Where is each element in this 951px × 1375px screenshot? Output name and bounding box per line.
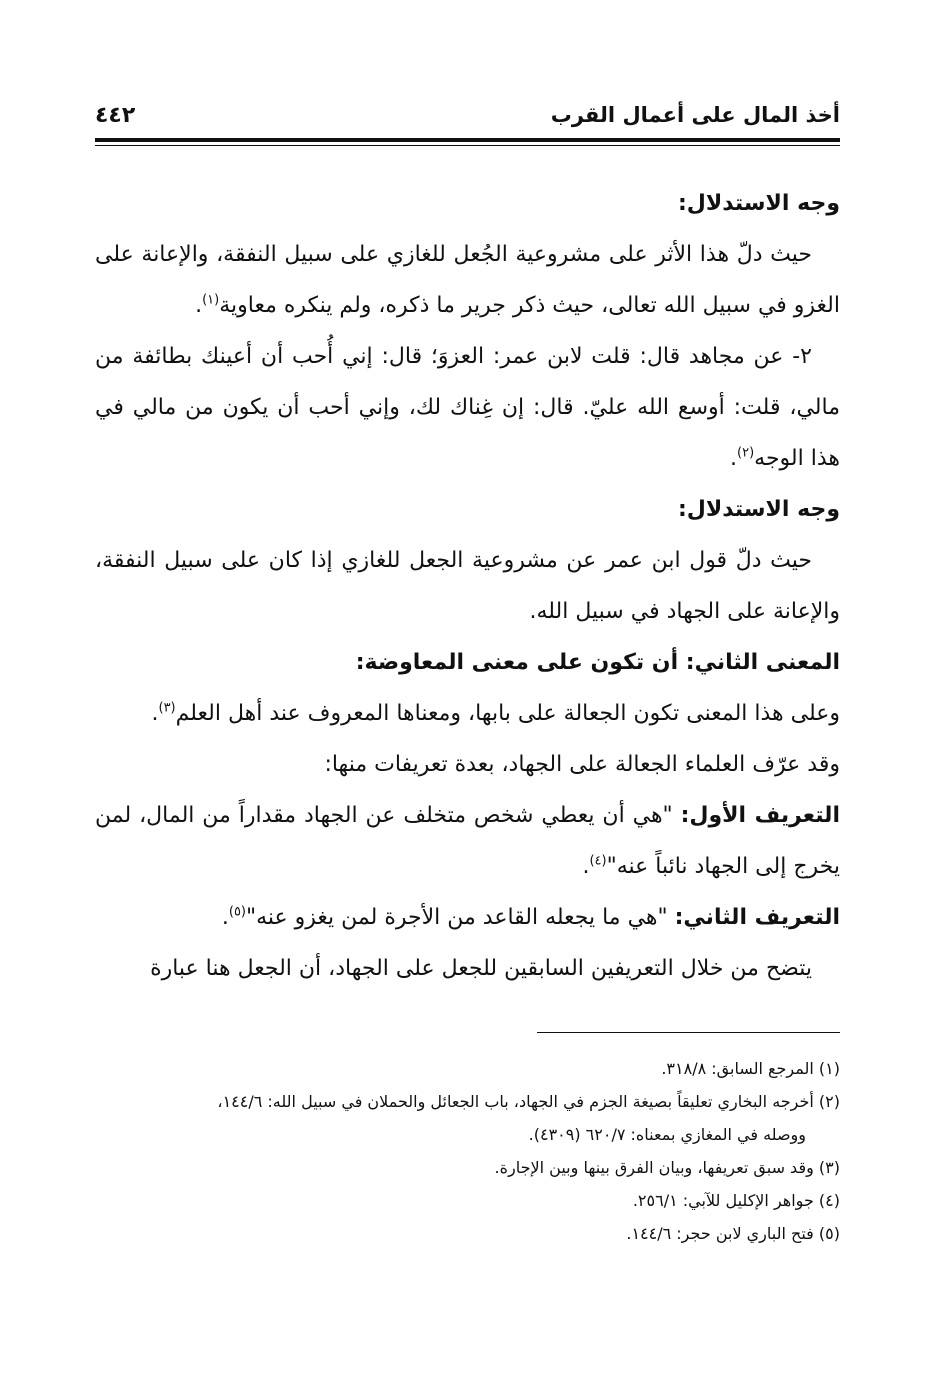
footnote: (٤) جواهر الإكليل للآبي: ٢٥٦/١. [632,1191,840,1210]
main-text [95,178,840,994]
footnote: (١) المرجع السابق: ٣١٨/٨. [661,1059,840,1078]
paragraph: يتضح من خلال التعريفين السابقين للجعل على الجهاد، أن الجعل هنا عبارة [150,956,812,981]
footnote-ref: (٣) [158,700,176,716]
paragraph: وقد عرّف العلماء الجعالة على الجهاد، بعدة تعريفات منها: [324,752,840,777]
header-rule-thick [95,138,840,142]
paragraph: ٢- عن مجاهد قال: قلت لابن عمر: العزوَ؛ قال: إني أُحب أن أعينك بطائفة من مالي، قلت: أوسع الله عليّ. قال: إن غِناك لك، وإني أحب أن يكون من مالي في هذا الوجه$^{(٢)}$. [95,344,840,471]
paragraph: وعلى هذا المعنى تكون الجعالة على بابها، ومعناها المعروف عند أهل العلم$^{(٣)}$. [151,700,840,726]
paragraph-text: حيث دلّ هذا الأثر على مشروعية الجُعل للغازي على سبيل النفقة، والإعانة على الغزو في سبيل الله تعالى، حيث ذكر جرير ما ذكره، ولم ينكره معاوية [95,242,840,318]
footnote-continuation: ووصله في المغازي بمعناه: ٦٢٠/٧ (٤٣٠٩). [528,1125,806,1144]
running-title: أخذ المال على أعمال القرب [550,103,840,127]
section-heading: المعنى الثاني: أن تكون على معنى المعاوضة: [355,650,840,675]
footnote: (٣) وقد سبق تعريفها، وبيان الفرق بينها وبين الإجارة. [494,1158,840,1177]
paragraph-text: ٢- عن مجاهد قال: قلت لابن عمر: العزوَ؛ قال: إني أُحب أن أعينك بطائفة من مالي، قلت: أوسع الله عليّ. قال: إن غِناك لك، وإني أحب أن يكون من مالي في هذا الوجه [95,344,840,471]
definition-2: التعريف الثاني: "هي ما يجعله القاعد من الأجرة لمن يغزو عنه"$^{(٥)}$. [221,904,840,930]
definition-text: "هي أن يعطي شخص متخلف عن الجهاد مقداراً من المال، لمن يخرج إلى الجهاد نائباً عنه" [95,803,840,879]
header-rule-thin [95,145,840,146]
page-number: ٤٤٢ [95,102,136,128]
footnote-ref: (٥) [228,904,246,920]
page-header [95,98,840,132]
definition-label: التعريف الأول: [680,803,840,828]
definition-label: التعريف الثاني: [674,905,840,930]
footnote-separator [537,1032,840,1033]
section-heading: وجه الاستدلال: [677,497,840,522]
footnote-ref: (٤) [589,853,607,869]
definition-text: "هي ما يجعله القاعد من الأجرة لمن يغزو عنه" [246,905,675,930]
footnote: (٥) فتح الباري لابن حجر: ١٤٤/٦. [626,1224,840,1243]
definition-1: التعريف الأول: "هي أن يعطي شخص متخلف عن الجهاد مقداراً من المال، لمن يخرج إلى الجهاد نائباً عنه"$^{(٤)}$. [95,803,840,879]
footnote-ref: (٢) [737,445,755,461]
paragraph-text: وعلى هذا المعنى تكون الجعالة على بابها، ومعناها المعروف عند أهل العلم [175,701,840,726]
footnote: (٢) أخرجه البخاري تعليقاً بصيغة الجزم في الجهاد، باب الجعائل والحملان في سبيل الله: ١٤٤/٦، [217,1092,840,1111]
footnotes [95,1052,840,1250]
paragraph: حيث دلّ قول ابن عمر عن مشروعية الجعل للغازي إذا كان على سبيل النفقة، والإعانة على الجهاد في سبيل الله. [95,548,840,624]
section-heading: وجه الاستدلال: [677,191,840,216]
paragraph: حيث دلّ هذا الأثر على مشروعية الجُعل للغازي على سبيل النفقة، والإعانة على الغزو في سبيل الله تعالى، حيث ذكر جرير ما ذكره، ولم ينكره معاوية$^{(١)}$. [95,242,840,318]
footnote-ref: (١) [202,292,220,308]
